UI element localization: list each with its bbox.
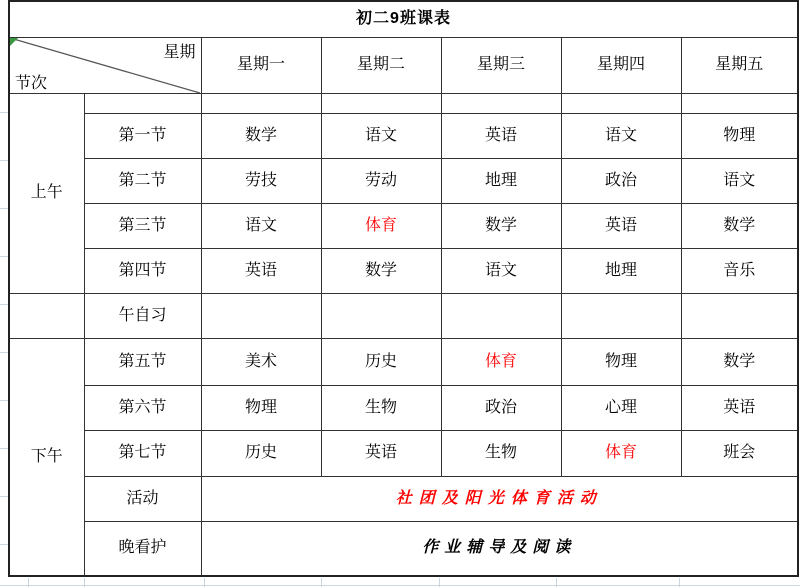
excel-comment-triangle-icon (10, 38, 18, 46)
day-header-tue[interactable]: 星期二 (321, 37, 441, 93)
subject-cell[interactable] (441, 93, 561, 113)
day-header-wed[interactable]: 星期三 (441, 37, 561, 93)
subject-cell[interactable]: 班会 (681, 430, 798, 476)
period-label[interactable]: 第四节 (84, 248, 201, 293)
period-label[interactable]: 午自习 (84, 293, 201, 338)
subject-cell[interactable]: 语文 (441, 248, 561, 293)
corner-header-cell[interactable] (9, 37, 201, 93)
subject-cell[interactable]: 地理 (441, 158, 561, 203)
subject-cell[interactable]: 英语 (441, 113, 561, 158)
subject-cell[interactable] (201, 93, 321, 113)
subject-cell-pe[interactable]: 体育 (441, 338, 561, 385)
period-label[interactable]: 第七节 (84, 430, 201, 476)
subject-cell[interactable] (321, 93, 441, 113)
subject-cell[interactable]: 物理 (201, 385, 321, 430)
day-header-fri[interactable]: 星期五 (681, 37, 798, 93)
subject-cell[interactable]: 美术 (201, 338, 321, 385)
subject-cell[interactable] (681, 93, 798, 113)
activity-merged-cell[interactable]: 社团及阳光体育活动 (201, 476, 798, 521)
subject-cell[interactable]: 数学 (441, 203, 561, 248)
period-label[interactable]: 第三节 (84, 203, 201, 248)
subject-cell-pe[interactable]: 体育 (561, 430, 681, 476)
diagonal-split-cell (10, 38, 201, 93)
subject-cell[interactable] (201, 293, 321, 338)
subject-cell[interactable]: 物理 (561, 338, 681, 385)
corner-period-axis-label: 节次 (15, 74, 48, 92)
period-label[interactable]: 活动 (84, 476, 201, 521)
subject-cell-pe[interactable]: 体育 (321, 203, 441, 248)
subject-cell[interactable]: 地理 (561, 248, 681, 293)
subject-cell[interactable]: 音乐 (681, 248, 798, 293)
noon-left-cell[interactable] (9, 293, 84, 338)
section-cell-afternoon[interactable]: 下午 (9, 338, 84, 576)
subject-cell[interactable]: 劳技 (201, 158, 321, 203)
subject-cell[interactable]: 语文 (561, 113, 681, 158)
subject-cell[interactable]: 英语 (201, 248, 321, 293)
subject-cell[interactable]: 英语 (321, 430, 441, 476)
subject-cell[interactable]: 心理 (561, 385, 681, 430)
day-header-mon[interactable]: 星期一 (201, 37, 321, 93)
period-label[interactable]: 第一节 (84, 113, 201, 158)
subject-cell[interactable]: 英语 (561, 203, 681, 248)
subject-cell[interactable] (321, 293, 441, 338)
day-header-thu[interactable]: 星期四 (561, 37, 681, 93)
period-label[interactable]: 第六节 (84, 385, 201, 430)
period-label[interactable]: 晚看护 (84, 521, 201, 576)
subject-cell[interactable]: 数学 (321, 248, 441, 293)
period-label[interactable]: 第二节 (84, 158, 201, 203)
subject-cell[interactable]: 历史 (201, 430, 321, 476)
subject-cell[interactable]: 数学 (681, 203, 798, 248)
subject-cell[interactable]: 语文 (681, 158, 798, 203)
class-schedule-table (8, 0, 799, 577)
subject-cell[interactable] (441, 293, 561, 338)
subject-cell[interactable]: 英语 (681, 385, 798, 430)
subject-cell[interactable] (681, 293, 798, 338)
subject-cell[interactable]: 语文 (201, 203, 321, 248)
subject-cell[interactable]: 政治 (441, 385, 561, 430)
subject-cell[interactable]: 语文 (321, 113, 441, 158)
subject-cell[interactable]: 数学 (201, 113, 321, 158)
subject-cell[interactable]: 劳动 (321, 158, 441, 203)
grid-line (0, 585, 800, 586)
subject-cell[interactable]: 政治 (561, 158, 681, 203)
period-label[interactable] (84, 93, 201, 113)
subject-cell[interactable] (561, 93, 681, 113)
excel-gridlines-left (0, 65, 8, 587)
subject-cell[interactable]: 物理 (681, 113, 798, 158)
subject-cell[interactable]: 数学 (681, 338, 798, 385)
subject-cell[interactable] (561, 293, 681, 338)
subject-cell[interactable]: 历史 (321, 338, 441, 385)
page-title: 初二9班课表 (9, 1, 798, 37)
section-cell-morning[interactable]: 上午 (9, 93, 84, 293)
subject-cell[interactable]: 生物 (441, 430, 561, 476)
evening-care-merged-cell[interactable]: 作业辅导及阅读 (201, 521, 798, 576)
subject-cell[interactable]: 生物 (321, 385, 441, 430)
period-label[interactable]: 第五节 (84, 338, 201, 385)
corner-day-axis-label: 星期 (163, 43, 196, 61)
